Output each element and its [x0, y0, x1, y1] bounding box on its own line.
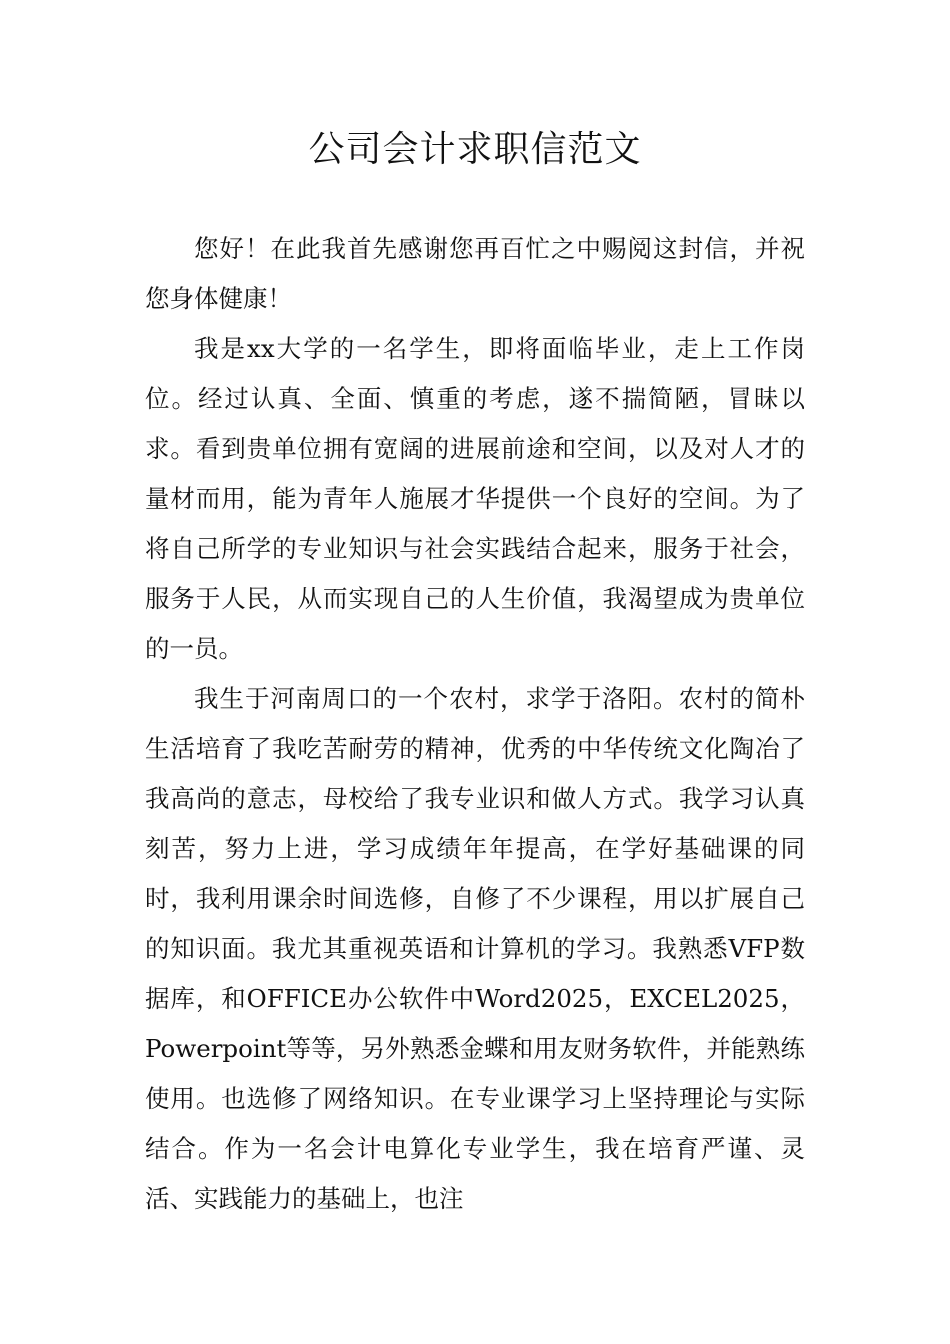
letter-body: [145, 224, 805, 1224]
paragraph-greeting: 您好！在此我首先感谢您再百忙之中赐阅这封信，并祝您身体健康！: [145, 234, 805, 313]
paragraph-background: 我生于河南周口的一个农村，求学于洛阳。农村的简朴生活培育了我吃苦耐劳的精神，优秀的中华传统文化陶冶了我高尚的意志，母校给了我专业识和做人方式。我学习认真刻苦，努力上进，学习成绩年年提高，在学好基础课的同时，我利用课余时间选修，自修了不少课程，用以扩展自己的知识面。我尤其重视英语和计算机的学习。我熟悉VFP数据库，和OFFICE办公软件中Word2025，EXCEL2025，Powerpoint等等，另外熟悉金蝶和用友财务软件，并能熟练使用。也选修了网络知识。在专业课学习上坚持理论与实际结合。作为一名会计电算化专业学生，我在培育严谨、灵活、实践能力的基础上，也注: [145, 684, 805, 1213]
paragraph-introduction: 我是xx大学的一名学生，即将面临毕业，走上工作岗位。经过认真、全面、慎重的考虑，遂不揣简陋，冒昧以求。看到贵单位拥有宽阔的进展前途和空间，以及对人才的量材而用，能为青年人施展才华提供一个良好的空间。为了将自己所学的专业知识与社会实践结合起来，服务于社会，服务于人民，从而实现自己的人生价值，我渴望成为贵单位的一员。: [145, 334, 805, 663]
document-title: 公司会计求职信范文: [308, 129, 642, 170]
